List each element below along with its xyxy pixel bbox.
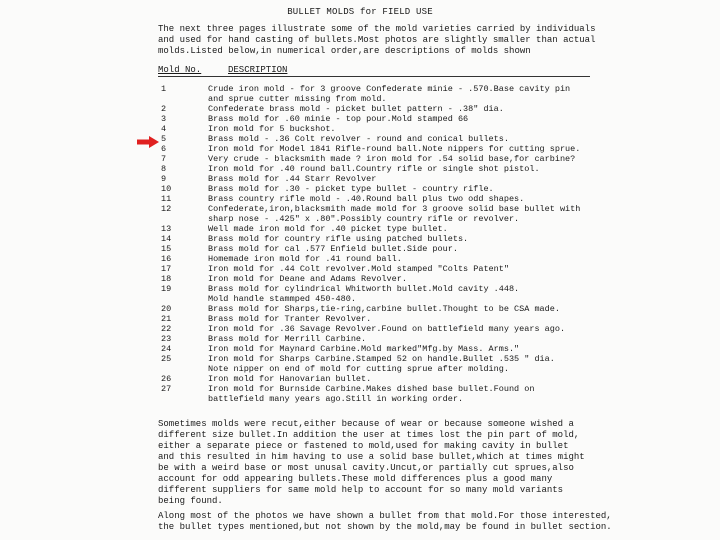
mold-description: Homemade iron mold for .41 round ball. xyxy=(208,254,402,264)
mold-number: 4 xyxy=(161,124,167,134)
mold-number: 25 xyxy=(161,354,172,364)
mold-description: Brass mold for Sharps,tie-ring,carbine bullet.Thought to be CSA made. xyxy=(208,304,560,314)
mold-number: 10 xyxy=(161,184,172,194)
mold-number: 17 xyxy=(161,264,172,274)
notes-line: Sometimes molds were recut,either because of wear or because someone wished a xyxy=(158,419,574,429)
mold-row xyxy=(158,234,598,244)
mold-number: 1 xyxy=(161,84,167,94)
mold-description: Confederate brass mold - picket bullet pattern - .38" dia. xyxy=(208,104,504,114)
mold-row xyxy=(158,334,598,344)
mold-number: 15 xyxy=(161,244,172,254)
mold-number: 3 xyxy=(161,114,167,124)
notes-line: either a separate piece or fastened to mold,used for making cavity in bullet xyxy=(158,441,569,451)
mold-number: 12 xyxy=(161,204,172,214)
column-header-description: DESCRIPTION xyxy=(228,65,288,75)
mold-row xyxy=(158,104,598,114)
mold-number: 16 xyxy=(161,254,172,264)
notes-line: being found. xyxy=(158,496,223,506)
mold-row xyxy=(158,174,598,184)
mold-row xyxy=(158,124,598,134)
mold-number: 21 xyxy=(161,314,172,324)
mold-description: Brass mold for Merrill Carbine. xyxy=(208,334,367,344)
mold-description: Brass mold for cylindrical Whitworth bullet.Mold cavity .448. xyxy=(208,284,520,294)
mold-description: Iron mold for Maynard Carbine.Mold marked"Mfg.by Mass. Arms." xyxy=(208,344,520,354)
mold-row xyxy=(158,84,598,104)
header-rule xyxy=(158,76,590,77)
mold-row xyxy=(158,274,598,284)
mold-number: 13 xyxy=(161,224,172,234)
mold-number: 7 xyxy=(161,154,167,164)
mold-row xyxy=(158,134,598,144)
mold-row xyxy=(158,224,598,234)
mold-description: Iron mold for Burnside Carbine.Makes dished base bullet.Found on xyxy=(208,384,535,394)
mold-number: 2 xyxy=(161,104,167,114)
mold-description: Iron mold for Deane and Adams Revolver. xyxy=(208,274,407,284)
mold-row xyxy=(158,204,598,224)
red-arrow-icon xyxy=(137,136,159,148)
notes-paragraph xyxy=(158,419,598,507)
mold-description: Iron mold for Model 1841 Rifle-round ball.Note nippers for cutting sprue. xyxy=(208,144,581,154)
closing-line: the bullet types mentioned,but not shown by the mold,may be found in bullet section. xyxy=(158,522,612,532)
mold-description: Mold handle stammped 450-480. xyxy=(208,294,356,304)
mold-description: Iron mold for .44 Colt revolver.Mold stamped "Colts Patent" xyxy=(208,264,509,274)
mold-description: Note nipper on end of mold for cutting sprue after molding. xyxy=(208,364,509,374)
mold-description: and sprue cutter missing from mold. xyxy=(208,94,387,104)
mold-number: 9 xyxy=(161,174,167,184)
mold-number: 6 xyxy=(161,144,167,154)
mold-number: 5 xyxy=(161,134,167,144)
intro-line: and used for hand casting of bullets.Most photos are slightly smaller than actual xyxy=(158,35,596,45)
intro-line: The next three pages illustrate some of the mold varieties carried by individuals xyxy=(158,24,596,34)
notes-line: and this resulted in him having to use a solid base bullet,which at times might xyxy=(158,452,585,462)
mold-row xyxy=(158,254,598,264)
mold-number: 20 xyxy=(161,304,172,314)
mold-row xyxy=(158,304,598,314)
mold-row xyxy=(158,114,598,124)
mold-row xyxy=(158,184,598,194)
closing-paragraph xyxy=(158,511,612,533)
mold-description: Iron mold for 5 buckshot. xyxy=(208,124,336,134)
mold-row xyxy=(158,144,598,154)
mold-description: Iron mold for .40 round ball.Country rifle or single shot pistol. xyxy=(208,164,540,174)
mold-row xyxy=(158,384,598,404)
mold-description: Brass country rifle mold - .40.Round ball plus two odd shapes. xyxy=(208,194,525,204)
mold-row xyxy=(158,264,598,274)
notes-line: different size bullet.In addition the user at times lost the pin part of mold, xyxy=(158,430,580,440)
mold-description: Brass mold - .36 Colt revolver - round and conical bullets. xyxy=(208,134,509,144)
mold-description: Well made iron mold for .40 picket type bullet. xyxy=(208,224,448,234)
notes-line: be with a weird base or most unusal cavity.Uncut,or partially cut sprues,also xyxy=(158,463,574,473)
mold-row xyxy=(158,324,598,334)
mold-description: Confederate,iron,blacksmith made mold for 3 groove solid base bullet with xyxy=(208,204,581,214)
mold-row xyxy=(158,314,598,324)
mold-description: Brass mold for .44 Starr Revolver xyxy=(208,174,377,184)
mold-row xyxy=(158,284,598,304)
mold-row xyxy=(158,244,598,254)
closing-line: Along most of the photos we have shown a bullet from that mold.For those interested, xyxy=(158,511,612,521)
mold-description: Iron mold for .36 Savage Revolver.Found on battlefield many years ago. xyxy=(208,324,566,334)
mold-description: battlefield many years ago.Still in working order. xyxy=(208,394,464,404)
intro-line: molds.Listed below,in numerical order,are descriptions of molds shown xyxy=(158,46,531,56)
mold-row xyxy=(158,344,598,354)
mold-description: Brass mold for country rifle using patched bullets. xyxy=(208,234,469,244)
mold-description: Iron mold for Sharps Carbine.Stamped 52 on handle.Bullet .535 " dia. xyxy=(208,354,555,364)
mold-number: 8 xyxy=(161,164,167,174)
mold-description: Brass mold for .60 minie - top pour.Mold stamped 66 xyxy=(208,114,469,124)
mold-number: 24 xyxy=(161,344,172,354)
mold-number: 27 xyxy=(161,384,172,394)
mold-description: Very crude - blacksmith made ? iron mold for .54 solid base,for carbine? xyxy=(208,154,576,164)
mold-number: 19 xyxy=(161,284,172,294)
mold-number: 23 xyxy=(161,334,172,344)
mold-row xyxy=(158,164,598,174)
mold-number: 22 xyxy=(161,324,172,334)
page-title: BULLET MOLDS for FIELD USE xyxy=(287,7,433,17)
mold-description: Brass mold for Tranter Revolver. xyxy=(208,314,372,324)
mold-list xyxy=(158,84,598,404)
mold-row xyxy=(158,154,598,164)
mold-description: Brass mold for cal .577 Enfield bullet.Side pour. xyxy=(208,244,458,254)
notes-line: different suppliers for same mold help to account for so many mold variants xyxy=(158,485,564,495)
intro-paragraph xyxy=(158,24,598,57)
mold-number: 18 xyxy=(161,274,172,284)
mold-description: Iron mold for Hanovarian bullet. xyxy=(208,374,372,384)
notes-line: account for odd appearing bullets.These mold differences plus a good many xyxy=(158,474,553,484)
column-header-mold-no: Mold No. xyxy=(158,65,202,75)
mold-number: 14 xyxy=(161,234,172,244)
mold-description: Brass mold for .30 - picket type bullet - country rifle. xyxy=(208,184,494,194)
mold-number: 26 xyxy=(161,374,172,384)
mold-row xyxy=(158,354,598,374)
mold-row xyxy=(158,374,598,384)
mold-description: Crude iron mold - for 3 groove Confederate minie - .570.Base cavity pin xyxy=(208,84,571,94)
mold-description: sharp nose - .425" x .80".Possibly country rifle or revolver. xyxy=(208,214,520,224)
mold-number: 11 xyxy=(161,194,172,204)
mold-row xyxy=(158,194,598,204)
